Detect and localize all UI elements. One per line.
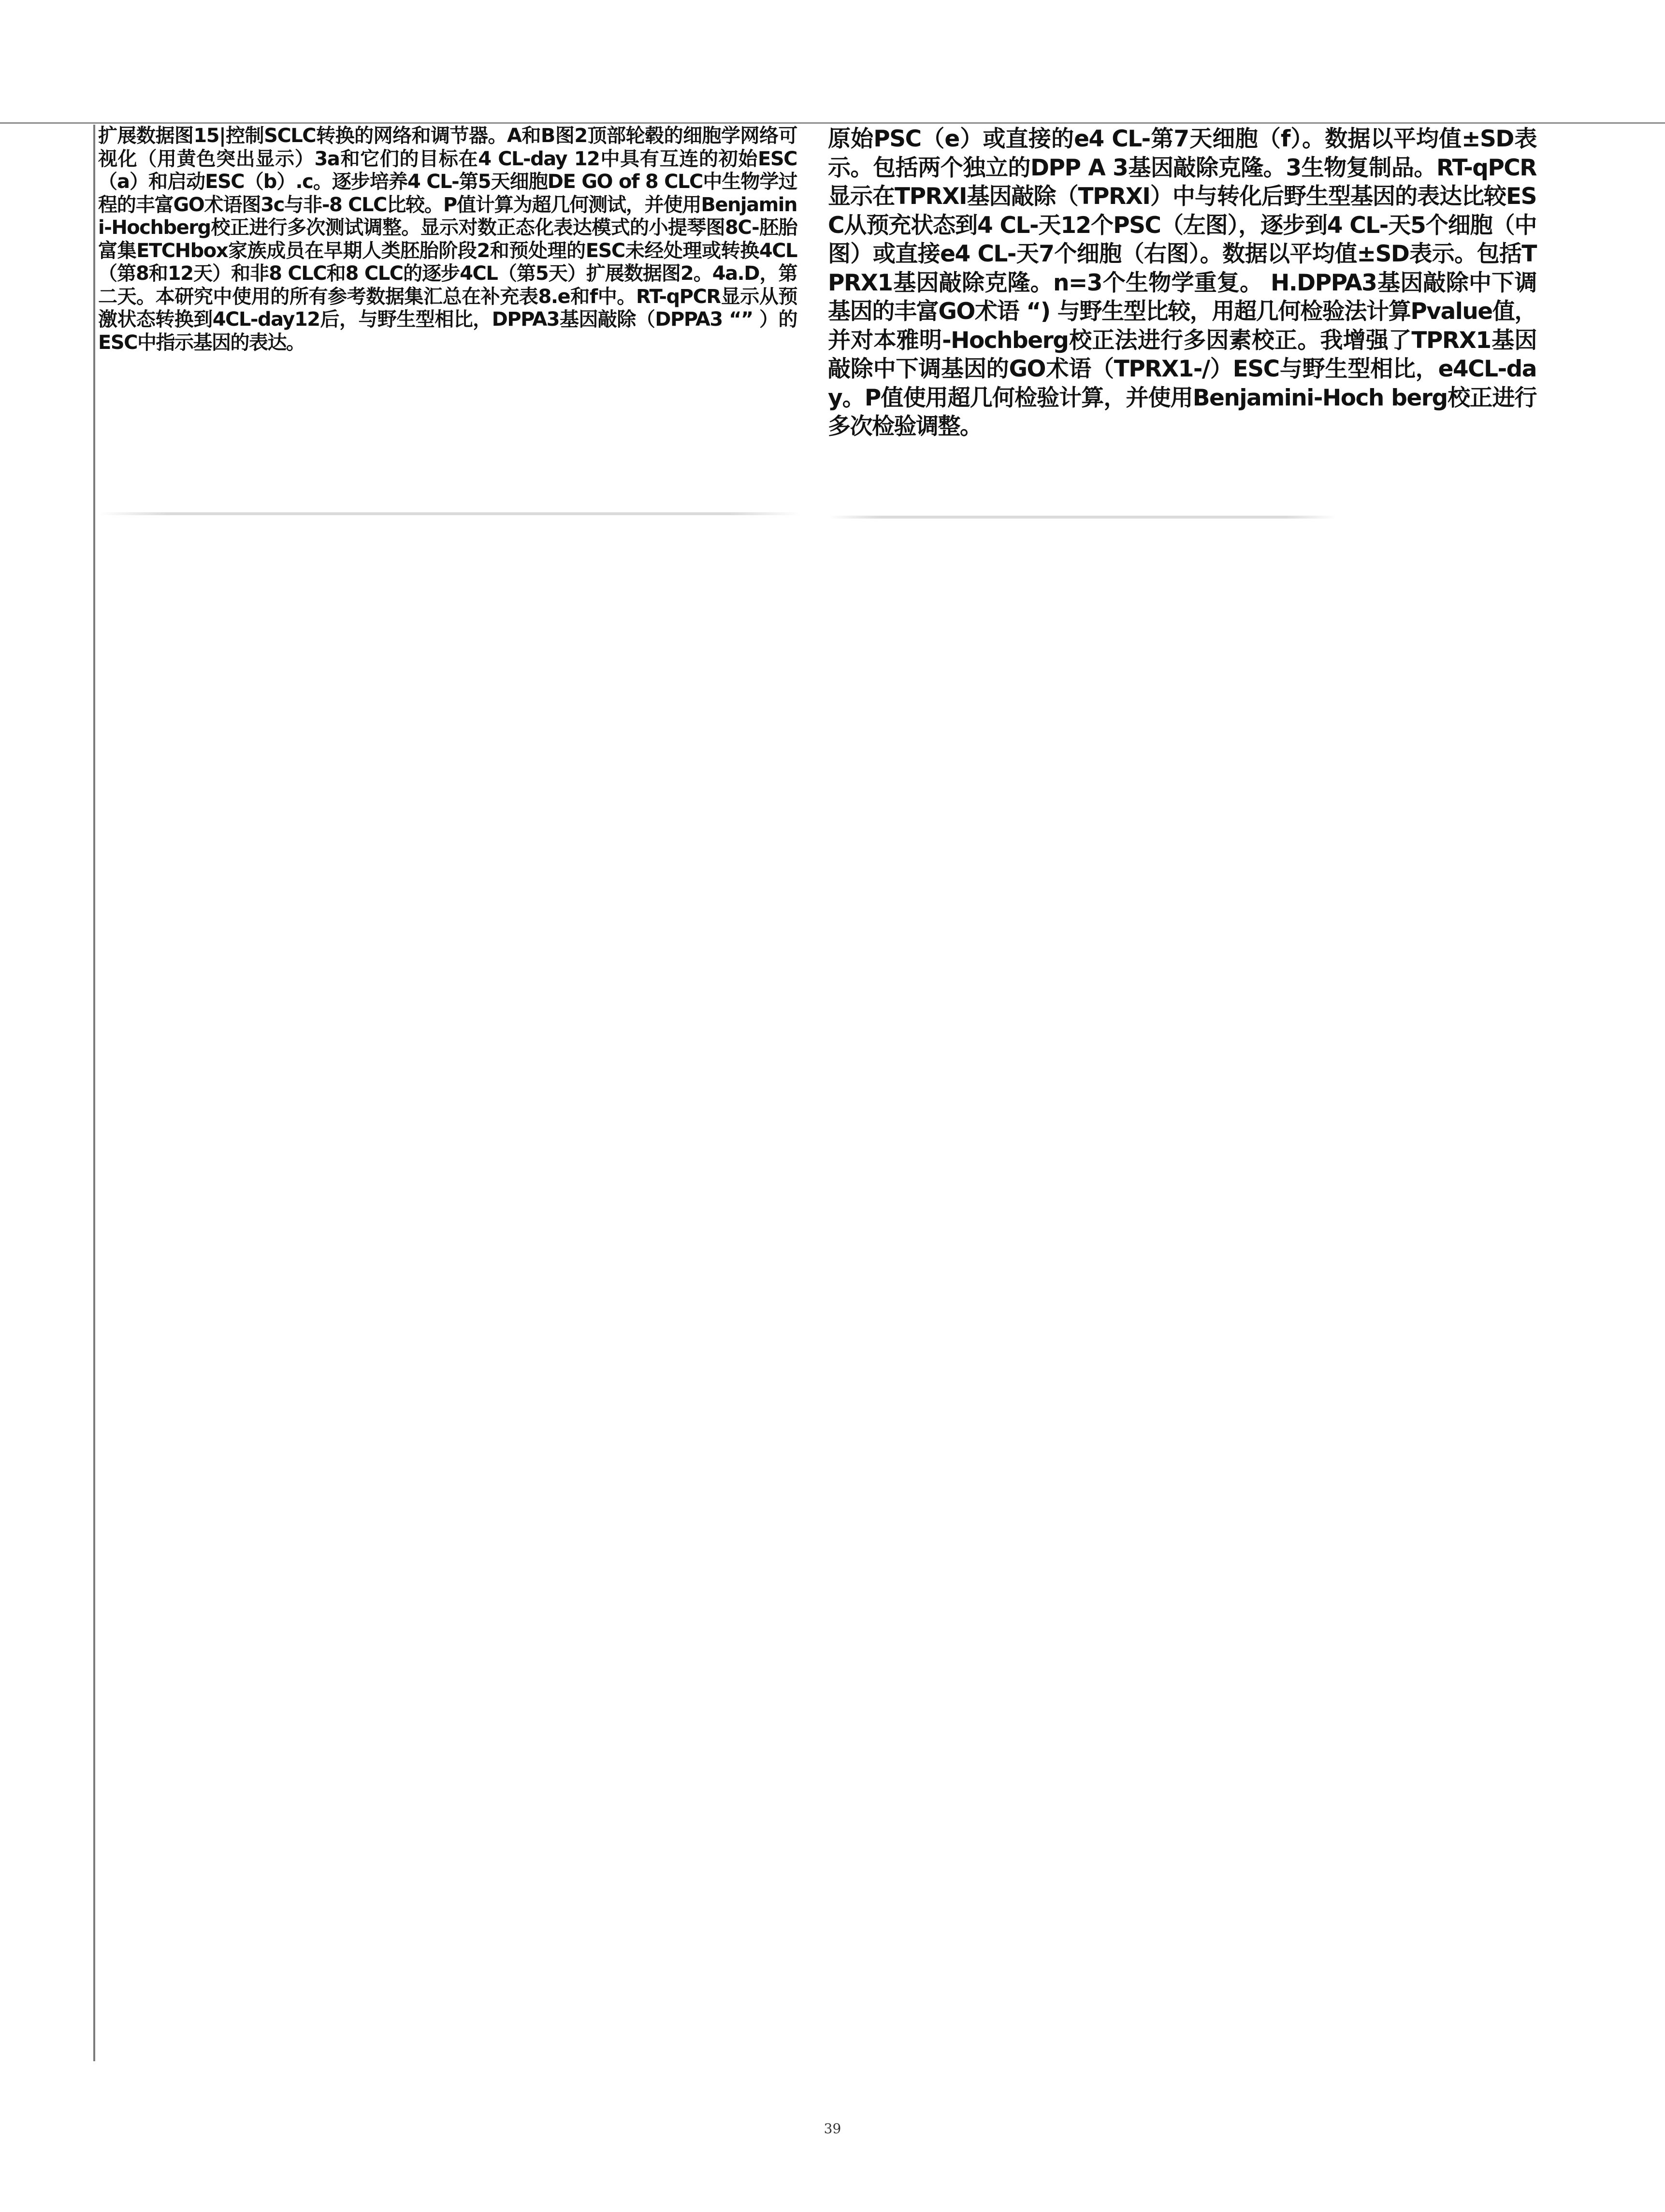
- caption-column-right: 原始PSC（e）或直接的e4 CL-第7天细胞（f）。数据以平均值±SD表示。包括两个独立的DPP A 3基因敲除克隆。3生物复制品。RT-qPCR显示在TPRXI基因敲除（TPRXI）中与转化后野生型基因的表达比较ESC从预充状态到4 CL-天12个PSC（左图），逐步到4 CL-天5个细胞（中图）或直接e4 CL-天7个细胞（右图）。数据以平均值±SD表示。包括TPRX1基因敲除克隆。n=3个生物学重复。 H.DPPA3基因敲除中下调基因的丰富GO术语 “) 与野生型比较，用超几何检验法计算Pvalue值，并对本雅明-Hochberg校正法进行多因素校正。我增强了TPRX1基因敲除中下调基因的GO术语（TPRX1-/）ESC与野生型相比，e4CL-day。P值使用超几何检验计算，并使用Benjamini-Hoch berg校正进行多次检验调整。: [828, 126, 1536, 440]
- header-rule: [0, 122, 1665, 124]
- scan-artifact-right: [829, 516, 1336, 519]
- caption-column-left: 扩展数据图15|控制SCLC转换的网络和调节器。A和B图2顶部轮毂的细胞学网络可视化（用黄色突出显示）3a和它们的目标在4 CL-day 12中具有互连的初始ESC（a）和启动ESC（b）.c。逐步培养4 CL-第5天细胞DE GO of 8 CLC中生物学过程的丰富GO术语图3c与非-8 CLC比较。P值计算为超几何测试，并使用Benjamini-Hochberg校正进行多次测试调整。显示对数正态化表达模式的小提琴图8C-胚胎富集ETCHbox家族成员在早期人类胚胎阶段2和预处理的ESC未经处理或转换4CL（第8和12天）和非8 CLC和8 CLC的逐步4CL（第5天）扩展数据图2。4a.D，第二天。本研究中使用的所有参考数据集汇总在补充表8.e和f中。RT-qPCR显示从预激状态转换到4CL-day12后，与野生型相比，DPPA3基因敲除（DPPA3 “” ）的ESC中指示基因的表达。: [98, 125, 797, 354]
- scan-artifact-left: [99, 512, 800, 515]
- page-number: 39: [824, 2121, 841, 2137]
- margin-rule: [93, 125, 95, 2061]
